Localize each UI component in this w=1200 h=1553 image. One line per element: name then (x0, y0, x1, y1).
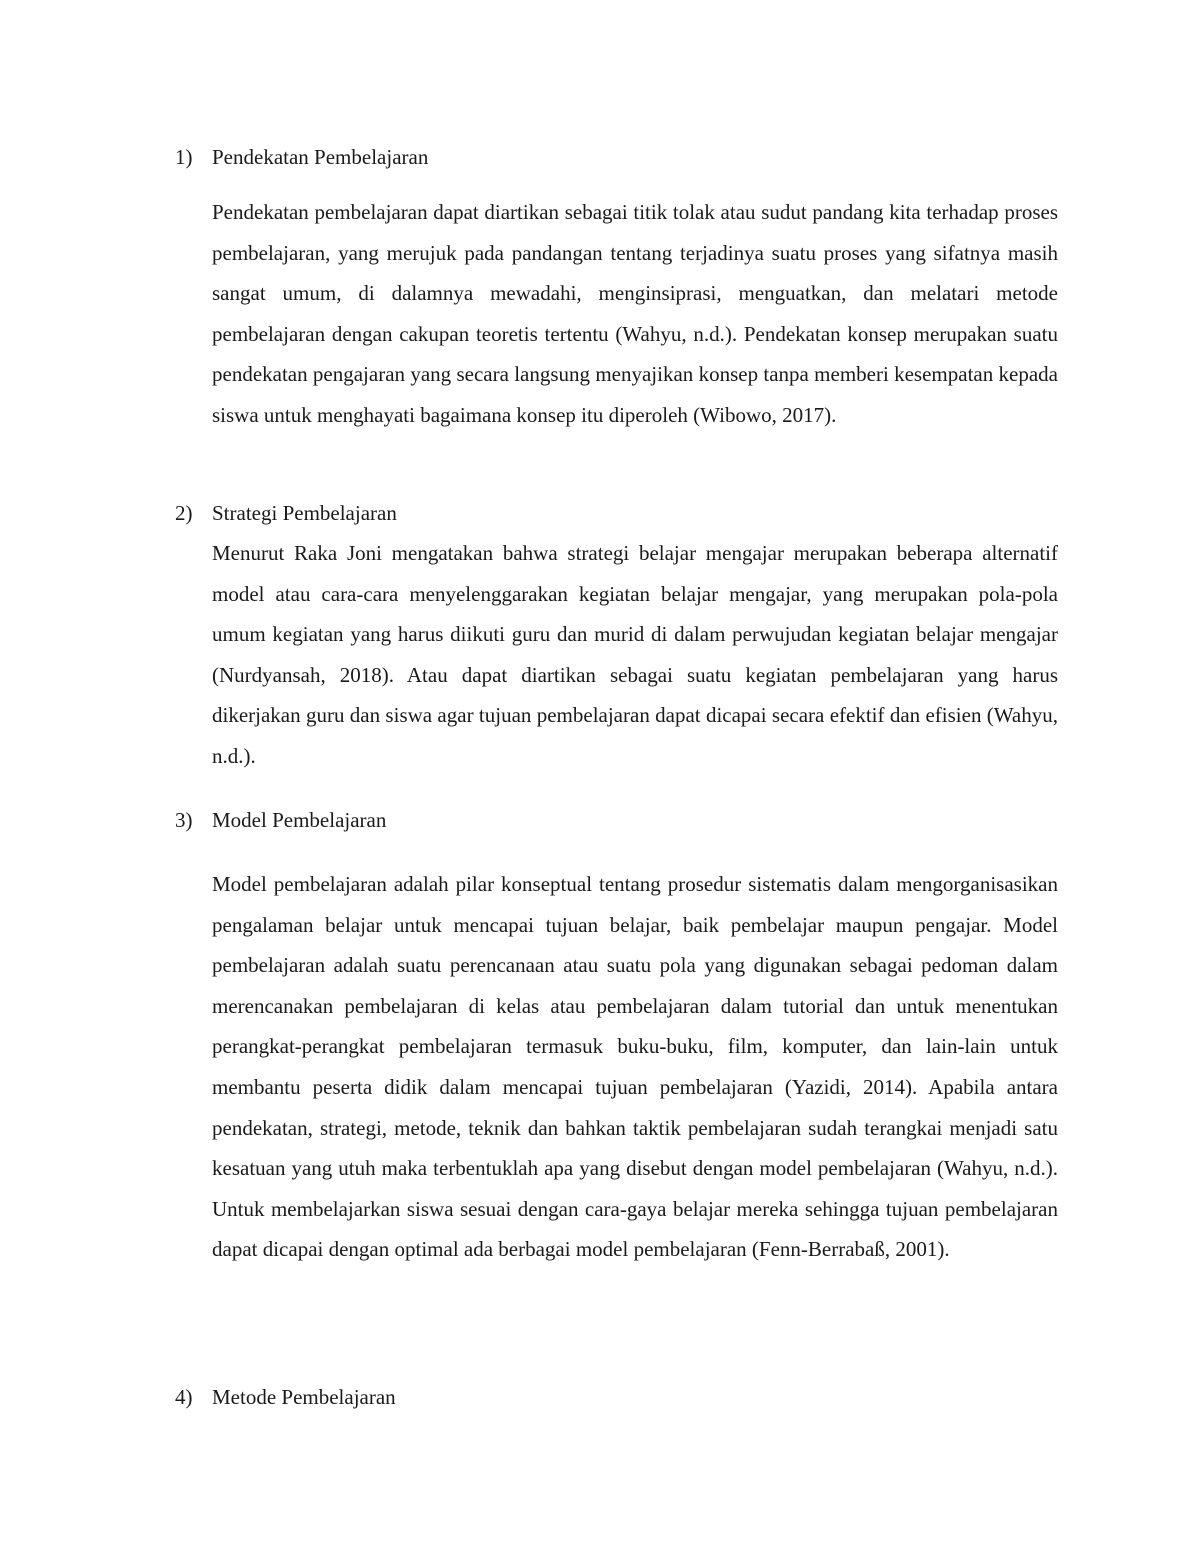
section-2-number: 2) (175, 501, 193, 525)
section-4-heading (175, 1383, 396, 1411)
section-3-title: Model Pembelajaran (212, 808, 387, 832)
section-3-heading (175, 806, 386, 834)
section-2-title: Strategi Pembelajaran (212, 501, 397, 525)
section-1-title: Pendekatan Pembelajaran (212, 145, 429, 169)
section-1-heading (175, 143, 428, 171)
section-3-paragraph: Model pembelajaran adalah pilar konseptual tentang prosedur sistematis dalam mengorganisasikan pengalaman belajar untuk mencapai tujuan belajar, baik pembelajar maupun pengajar. Model pembelajaran adalah suatu perencanaan atau suatu pola yang digunakan sebagai pedoman dalam merencanakan pembelajaran di kelas atau pembelajaran dalam tutorial dan untuk menentukan perangkat-perangkat pembelajaran termasuk buku-buku, film, komputer, dan lain-lain untuk membantu peserta didik dalam mencapai tujuan pembelajaran (Yazidi, 2014). Apabila antara pendekatan, strategi, metode, teknik dan bahkan taktik pembelajaran sudah terangkai menjadi satu kesatuan yang utuh maka terbentuklah apa yang disebut dengan model pembelajaran (Wahyu, n.d.). Untuk membelajarkan siswa sesuai dengan cara-gaya belajar mereka sehingga tujuan pembelajaran dapat dicapai dengan optimal ada berbagai model pembelajaran (Fenn-Berrabaß, 2001). (212, 872, 1058, 1262)
section-4-title: Metode Pembelajaran (212, 1385, 396, 1409)
section-2-paragraph: Menurut Raka Joni mengatakan bahwa strategi belajar mengajar merupakan beberapa alternatif model atau cara-cara menyelenggarakan kegiatan belajar mengajar, yang merupakan pola-pola umum kegiatan yang harus diikuti guru dan murid di dalam perwujudan kegiatan belajar mengajar (Nurdyansah, 2018). Atau dapat diartikan sebagai suatu kegiatan pembelajaran yang harus dikerjakan guru dan siswa agar tujuan pembelajaran dapat dicapai secara efektif dan efisien (Wahyu, n.d.). (212, 541, 1058, 768)
section-2-heading (175, 499, 397, 527)
section-4-number: 4) (175, 1385, 193, 1409)
section-1-number: 1) (175, 145, 193, 169)
section-1-paragraph: Pendekatan pembelajaran dapat diartikan sebagai titik tolak atau sudut pandang kita terhadap proses pembelajaran, yang merujuk pada pandangan tentang terjadinya suatu proses yang sifatnya masih sangat umum, di dalamnya mewadahi, menginsiprasi, menguatkan, dan melatari metode pembelajaran dengan cakupan teoretis tertentu (Wahyu, n.d.). Pendekatan konsep merupakan suatu pendekatan pengajaran yang secara langsung menyajikan konsep tanpa memberi kesempatan kepada siswa untuk menghayati bagaimana konsep itu diperoleh (Wibowo, 2017). (212, 200, 1058, 427)
section-3-number: 3) (175, 808, 193, 832)
